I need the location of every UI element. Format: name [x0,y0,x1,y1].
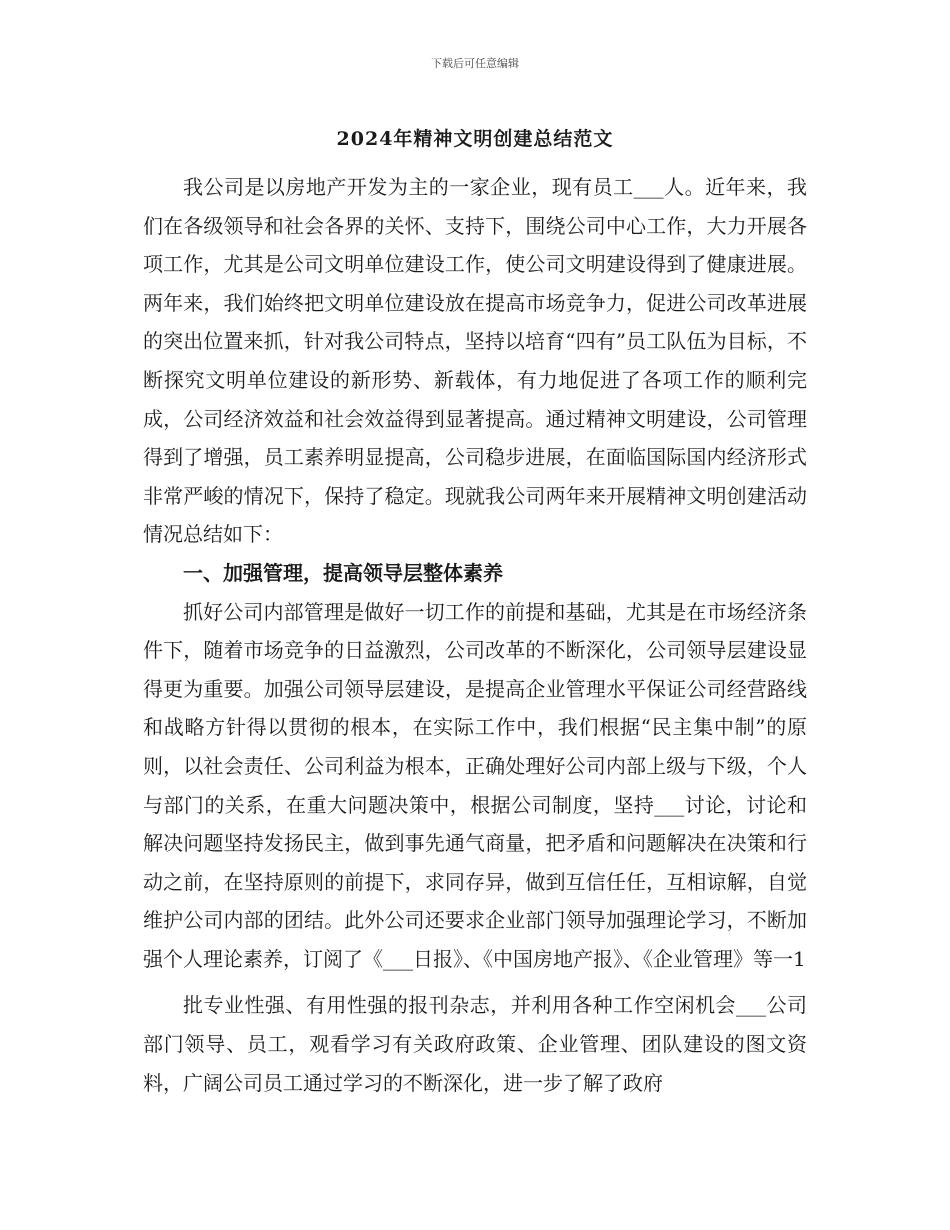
document-title: 2024年精神文明创建总结范文 [336,128,614,150]
paragraph-intro: 我公司是以房地产开发为主的一家企业，现有员工___人。近年来，我们在各级领导和社会各界的关怀、支持下，围绕公司中心工作，大力开展各项工作，尤其是公司文明单位建设工作，使公司文明建设得到了健康进展。两年来，我们始终把文明单位建设放在提高市场竞争力，促进公司改革进展的突出位置来抓，针对我公司特点，坚持以培育“四有”员工队伍为目标，不断探究文明单位建设的新形势、新载体，有力地促进了各项工作的顺利完成，公司经济效益和社会效益得到显著提高。通过精神文明建设，公司管理得到了增强，员工素养明显提高，公司稳步进展，在面临国际国内经济形式非常严峻的情况下，保持了稳定。现就我公司两年来开展精神文明创建活动情况总结如下： [143,175,807,547]
section-heading-1: 一、加强管理，提高领导层整体素养 [183,560,503,585]
header-note: 下载后可任意编辑 [431,57,519,70]
document-body [143,168,807,1102]
paragraph-management: 抓好公司内部管理是做好一切工作的前提和基础，尤其是在市场经济条件下，随着市场竞争的日益激烈，公司改革的不断深化，公司领导层建设显得更为重要。加强公司领导层建设，是提高企业管理水平保证公司经营路线和战略方针得以贯彻的根本，在实际工作中，我们根据“民主集中制”的原则，以社会责任、公司利益为根本，正确处理好公司内部上级与下级，个人与部门的关系，在重大问题决策中，根据公司制度，坚持___讨论，讨论和解决问题坚持发扬民主，做到事先通气商量，把矛盾和问题解决在决策和行动之前，在坚持原则的前提下，求同存异，做到互信任任，互相谅解，自觉维护公司内部的团结。此外公司还要求企业部门领导加强理论学习，不断加强个人理论素养，订阅了《___日报》、《中国房地产报》、《企业管理》等一1 [143,599,807,971]
paragraph-study: 批专业性强、有用性强的报刊杂志，并利用各种工作空闲机会___公司部门领导、员工，观看学习有关政府政策、企业管理、团队建设的图文资料，广阔公司员工通过学习的不断深化，进一步了解了政府 [143,993,807,1095]
